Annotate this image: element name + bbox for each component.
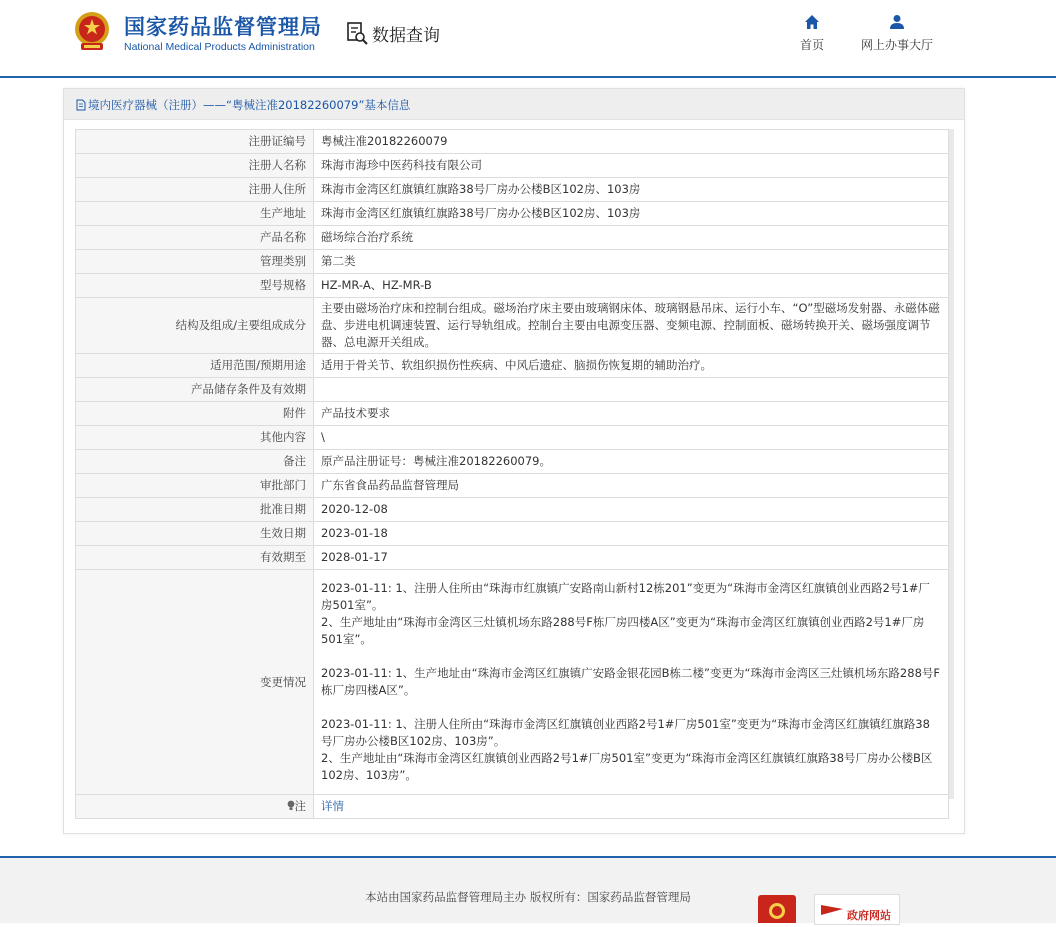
home-icon [804, 14, 820, 30]
change-paragraph: 2、生产地址由“珠海市金湾区三灶镇机场东路288号F栋厂房四楼A区”变更为“珠海市金湾区红旗镇创业西路2号1#厂房501室”。 [321, 615, 925, 646]
change-spacer [321, 699, 941, 716]
scrollbar[interactable] [949, 129, 954, 799]
row-key: 附件 [76, 402, 314, 426]
details-link[interactable]: 详情 [321, 799, 344, 813]
footer-copyright: 本站由国家药品监督管理局主办 版权所有：国家药品监督管理局 [365, 890, 691, 904]
row-value: 2023-01-18 [314, 522, 949, 546]
row-key: 生效日期 [76, 522, 314, 546]
logo-title-cn[interactable]: 国家药品监督管理局 [124, 15, 322, 39]
row-value: 主要由磁场治疗床和控制台组成。磁场治疗床主要由玻璃钢床体、玻璃钢悬吊床、运行小车、“O”型磁场发射器、永磁体磁盘、步进电机调速装置、运行导轨组成。控制台主要由电源变压器、变频电源、控制面板、磁场转换开关、磁场强度调节器、总电源开关组成。 [314, 298, 949, 354]
row-key: 产品储存条件及有效期 [76, 378, 314, 402]
table-row [76, 402, 949, 426]
change-paragraph: 2023-01-11: 1、注册人住所由“珠海市红旗镇广安路南山新村12栋201”变更为“珠海市金湾区红旗镇创业西路2号1#厂房501室”。 [321, 581, 930, 612]
row-value: 原产品注册证号：粤械注准20182260079。 [314, 450, 949, 474]
row-key: 结构及组成/主要组成成分 [76, 298, 314, 354]
table-row [76, 178, 949, 202]
row-key: 有效期至 [76, 546, 314, 570]
table-row [76, 450, 949, 474]
row-value: 磁场综合治疗系统 [314, 226, 949, 250]
user-icon [889, 14, 905, 30]
row-value: 2028-01-17 [314, 546, 949, 570]
row-value: 产品技术要求 [314, 402, 949, 426]
table-row-note [76, 795, 949, 819]
row-key: 审批部门 [76, 474, 314, 498]
note-value [314, 795, 949, 819]
change-history-value [314, 570, 949, 795]
table-row [76, 154, 949, 178]
nav-home-label: 首页 [800, 38, 825, 52]
data-query-title [346, 20, 440, 46]
government-site-badge-label: 政府网站 [847, 909, 891, 922]
row-key: 产品名称 [76, 226, 314, 250]
row-key: 适用范围/预期用途 [76, 354, 314, 378]
change-spacer [321, 648, 941, 665]
detail-panel [63, 88, 965, 834]
nav-online-service-label: 网上办事大厅 [861, 38, 934, 52]
breadcrumb [76, 97, 410, 113]
row-key: 注册人名称 [76, 154, 314, 178]
row-value: \ [314, 426, 949, 450]
site-footer [0, 858, 1056, 923]
table-row [76, 202, 949, 226]
row-key: 备注 [76, 450, 314, 474]
table-row [76, 226, 949, 250]
government-site-badge[interactable] [814, 894, 900, 925]
change-paragraph: 2023-01-11: 1、注册人住所由“珠海市金湾区红旗镇创业西路2号1#厂房501室”变更为“珠海市金湾区红旗镇红旗路38号厂房办公楼B区102房、103房”。 [321, 717, 930, 748]
row-value: 广东省食品药品监督管理局 [314, 474, 949, 498]
data-query-label: 数据查询 [372, 25, 440, 46]
row-value: 适用于骨关节、软组织损伤性疾病、中风后遗症、脑损伤恢复期的辅助治疗。 [314, 354, 949, 378]
row-key: 型号规格 [76, 274, 314, 298]
site-header [0, 0, 1056, 78]
change-paragraph: 2023-01-11: 1、生产地址由“珠海市金湾区红旗镇广安路金银花园B栋二楼”变更为“珠海市金湾区三灶镇机场东路288号F栋厂房四楼A区”。 [321, 666, 941, 697]
row-key: 注册人住所 [76, 178, 314, 202]
row-value: HZ-MR-A、HZ-MR-B [314, 274, 949, 298]
national-emblem-icon [73, 10, 111, 54]
panel-header [64, 89, 964, 120]
row-key: 注册证编号 [76, 130, 314, 154]
row-key: 批准日期 [76, 498, 314, 522]
document-search-icon [346, 21, 368, 45]
lightbulb-icon [287, 800, 295, 811]
party-government-badge[interactable] [758, 895, 796, 923]
row-value: 珠海市金湾区红旗镇红旗路38号厂房办公楼B区102房、103房 [314, 178, 949, 202]
table-row [76, 522, 949, 546]
nav-home[interactable] [800, 14, 824, 53]
detail-table-wrapper [75, 129, 949, 819]
nav-online-service[interactable] [861, 14, 933, 53]
change-history-key: 变更情况 [76, 570, 314, 795]
table-row [76, 546, 949, 570]
table-row [76, 498, 949, 522]
change-paragraph: 2、生产地址由“珠海市金湾区红旗镇创业西路2号1#厂房501室”变更为“珠海市金湾区红旗镇红旗路38号厂房办公楼B区102房、103房”。 [321, 751, 933, 782]
breadcrumb-text: 境内医疗器械（注册）——“粤械注准20182260079”基本信息 [88, 98, 411, 112]
row-key: 管理类别 [76, 250, 314, 274]
note-key [76, 795, 314, 819]
table-row [76, 354, 949, 378]
table-row [76, 378, 949, 402]
note-label: 注 [294, 799, 306, 813]
row-value: 2020-12-08 [314, 498, 949, 522]
table-row [76, 474, 949, 498]
table-row [76, 426, 949, 450]
table-row [76, 274, 949, 298]
row-key: 其他内容 [76, 426, 314, 450]
row-value: 第二类 [314, 250, 949, 274]
row-value [314, 378, 949, 402]
logo-title-en[interactable]: National Medical Products Administration [124, 41, 315, 53]
detail-table [75, 129, 949, 819]
table-row [76, 130, 949, 154]
row-key: 生产地址 [76, 202, 314, 226]
emblem-icon [758, 895, 796, 923]
table-row-changes [76, 570, 949, 795]
row-value: 珠海市海珍中医药科技有限公司 [314, 154, 949, 178]
table-row [76, 298, 949, 354]
row-value: 粤械注准20182260079 [314, 130, 949, 154]
flag-icon [817, 895, 847, 924]
row-value: 珠海市金湾区红旗镇红旗路38号厂房办公楼B区102房、103房 [314, 202, 949, 226]
table-row [76, 250, 949, 274]
document-icon [76, 99, 86, 111]
